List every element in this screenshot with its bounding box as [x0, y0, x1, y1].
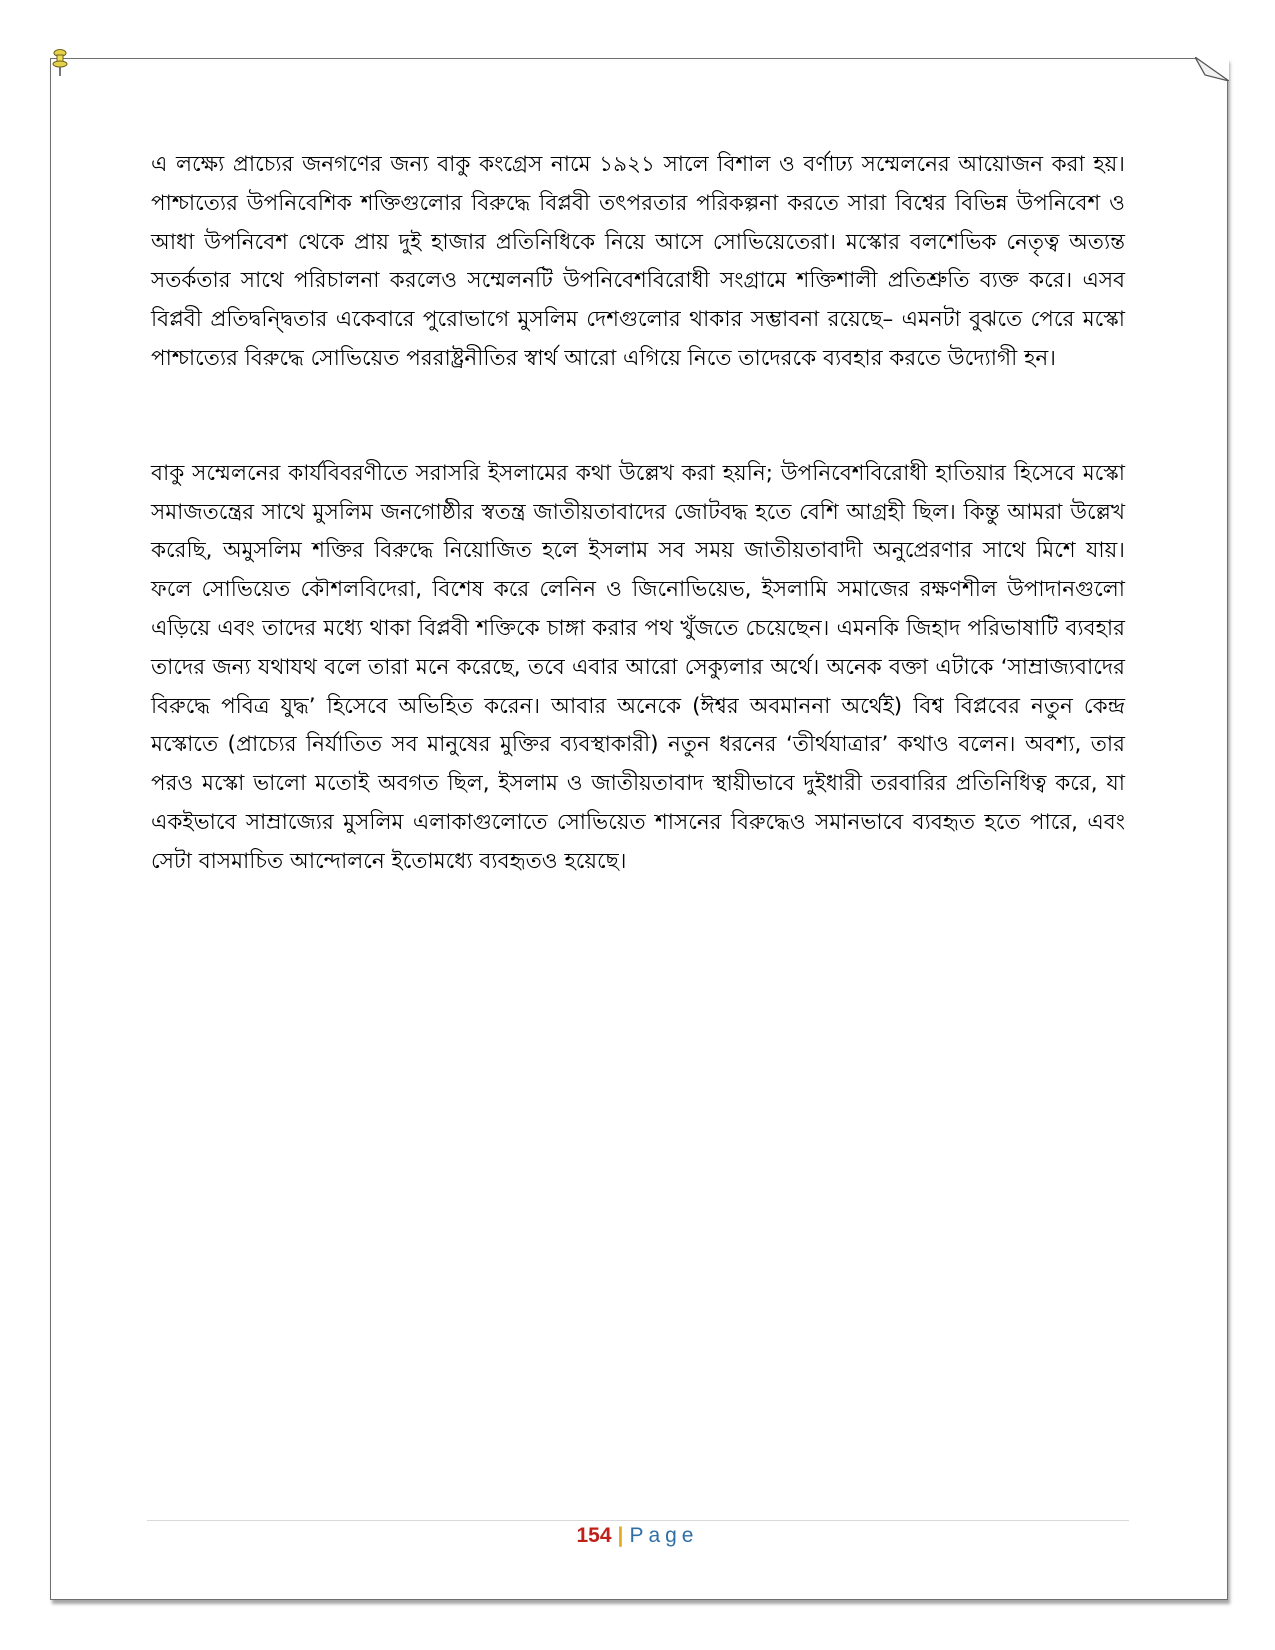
folded-corner-icon: [1195, 57, 1229, 81]
page-separator: |: [617, 1524, 624, 1547]
document-body: [151, 146, 1125, 882]
page-footer: [0, 1524, 1275, 1548]
page-label: Page: [629, 1524, 699, 1547]
paragraph-2: বাকু সম্মেলনের কার্যবিবরণীতে সরাসরি ইসলামের কথা উল্লেখ করা হয়নি; উপনিবেশবিরোধী হাতিয়ার হিসেবে মস্কো সমাজতন্ত্রের সাথে মুসলিম জনগোষ্ঠীর স্বতন্ত্র জাতীয়তাবাদের জোটবদ্ধ হতে বেশি আগ্রহী ছিল। কিন্তু আমরা উল্লেখ করেছি, অমুসলিম শক্তির বিরুদ্ধে নিয়োজিত হলে ইসলাম সব সময় জাতীয়তাবাদী অনুপ্রেরণার সাথে মিশে যায়। ফলে সোভিয়েত কৌশলবিদেরা, বিশেষ করে লেনিন ও জিনোভিয়েভ, ইসলামি সমাজের রক্ষণশীল উপাদানগুলো এড়িয়ে এবং তাদের মধ্যে থাকা বিপ্লবী শক্তিকে চাঙ্গা করার পথ খুঁজতে চেয়েছেন। এমনকি জিহাদ পরিভাষাটি ব্যবহার তাদের জন্য যথাযথ বলে তারা মনে করেছে, তবে এবার আরো সেক্যুলার অর্থে। অনেক বক্তা এটাকে ‘সাম্রাজ্যবাদের বিরুদ্ধে পবিত্র যুদ্ধ’ হিসেবে অভিহিত করেন। আবার অনেকে (ঈশ্বর অবমাননা অর্থেই) বিশ্ব বিপ্লবের নতুন কেন্দ্র মস্কোতে (প্রাচ্যের নির্যাতিত সব মানুষের মুক্তির ব্যবস্থাকারী) নতুন ধরনের ‘তীর্থযাত্রার’ কথাও বলেন। অবশ্য, তার পরও মস্কো ভালো মতোই অবগত ছিল, ইসলাম ও জাতীয়তাবাদ স্থায়ীভাবে দুইধারী তরবারির প্রতিনিধিত্ব করে, যা একইভাবে সাম্রাজ্যের মুসলিম এলাকাগুলোতে সোভিয়েত শাসনের বিরুদ্ধেও সমানভাবে ব্যবহৃত হতে পারে, এবং সেটা বাসমাচিত আন্দোলনে ইতোমধ্যে ব্যবহৃতও হয়েছে।: [151, 460, 1125, 874]
pushpin-icon: [50, 48, 70, 78]
page-number: 154: [576, 1524, 612, 1547]
paragraph-1: এ লক্ষ্যে প্রাচ্যের জনগণের জন্য বাকু কংগ্রেস নামে ১৯২১ সালে বিশাল ও বর্ণাঢ্য সম্মেলনের আয়োজন করা হয়। পাশ্চাত্যের উপনিবেশিক শক্তিগুলোর বিরুদ্ধে বিপ্লবী তৎপরতার পরিকল্পনা করতে সারা বিশ্বের বিভিন্ন উপনিবেশ ও আধা উপনিবেশ থেকে প্রায় দুই হাজার প্রতিনিধিকে নিয়ে আসে সোভিয়েতেরা। মস্কোর বলশেভিক নেতৃত্ব অত্যন্ত সতর্কতার সাথে পরিচালনা করলেও সম্মেলনটি উপনিবেশবিরোধী সংগ্রামে শক্তিশালী প্রতিশ্রুতি ব্যক্ত করে। এসব বিপ্লবী প্রতিদ্বন্দ্বিতার একেবারে পুরোভাগে মুসলিম দেশগুলোর থাকার সম্ভাবনা রয়েছে– এমনটা বুঝতে পেরে মস্কো পাশ্চাত্যের বিরুদ্ধে সোভিয়েত পররাষ্ট্রনীতির স্বার্থ আরো এগিয়ে নিতে তাদেরকে ব্যবহার করতে উদ্যোগী হন।: [151, 152, 1125, 371]
footer-divider: [147, 1520, 1129, 1521]
